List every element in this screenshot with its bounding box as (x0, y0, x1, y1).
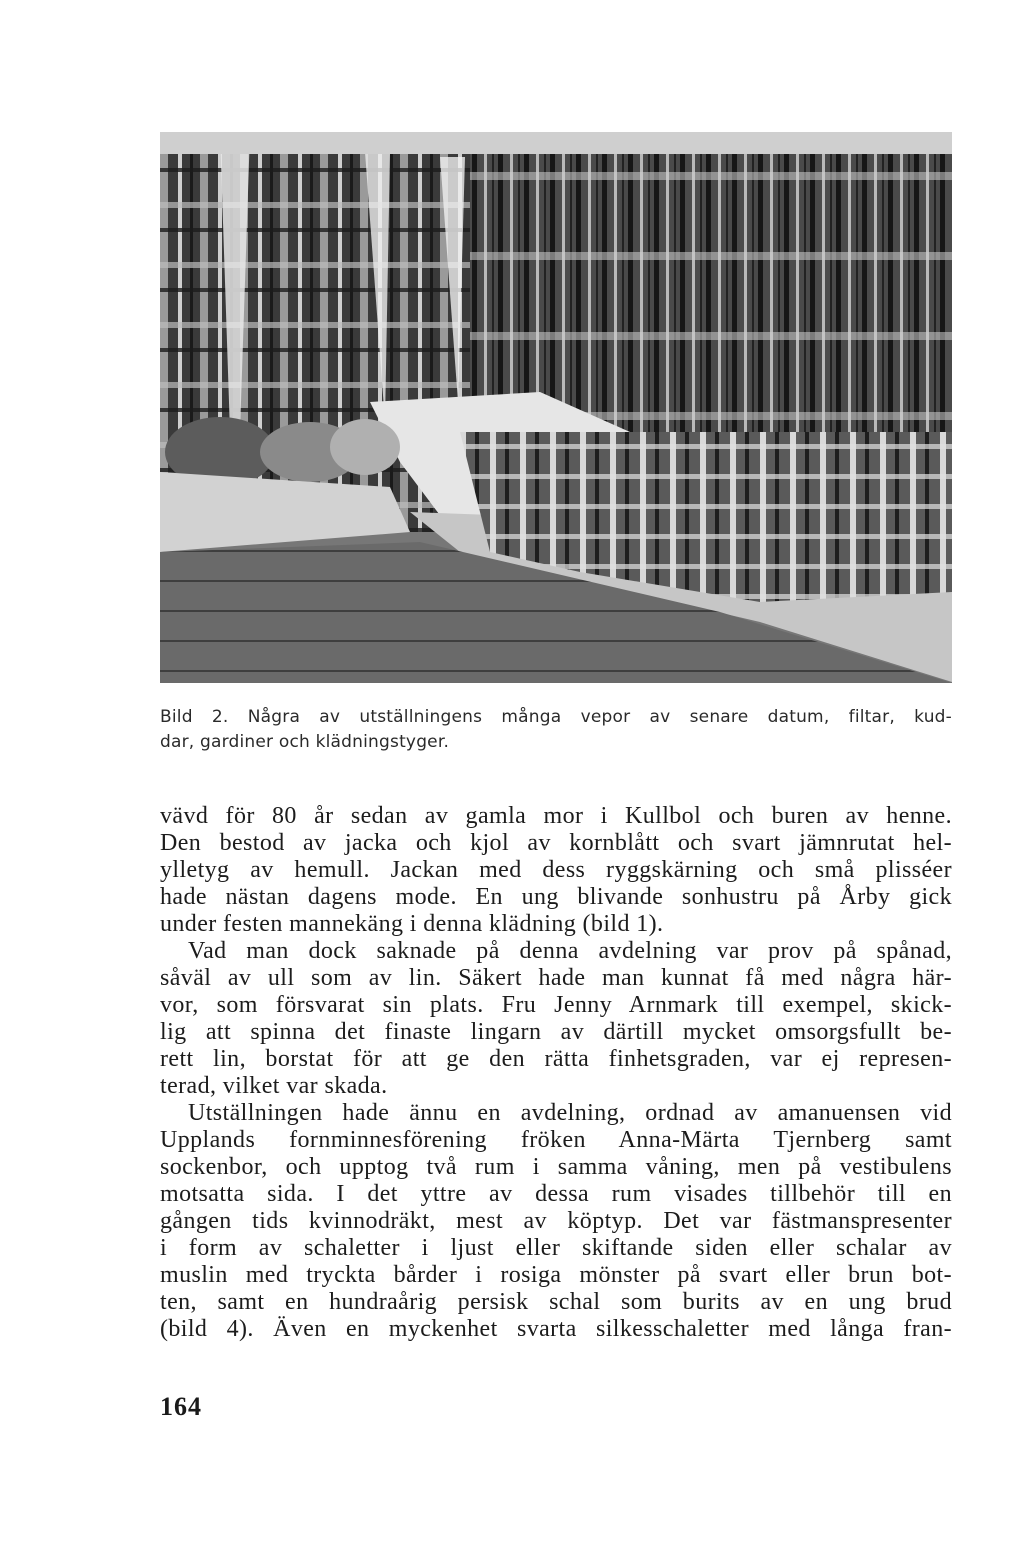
paragraph (160, 1100, 952, 1343)
text-line: såväl av ull som av lin. Säkert hade man kunnat få med några här- (160, 965, 952, 991)
paragraph (160, 803, 952, 938)
text-line: lig att spinna det finaste lingarn av därtill mycket omsorgsfullt be- (160, 1019, 952, 1045)
text-line: Upplands fornminnesförening fröken Anna-Märta Tjernberg samt (160, 1127, 952, 1153)
text-line: i form av schaletter i ljust eller skiftande siden eller schalar av (160, 1235, 952, 1261)
text-line: hade nästan dagens mode. En ung blivande sonhustru på Årby gick (160, 884, 952, 910)
body-text (160, 803, 952, 1343)
photo-illustration (160, 132, 952, 683)
exhibition-photo (160, 132, 952, 683)
photo-caption (160, 705, 952, 755)
text-line: vor, som försvarat sin plats. Fru Jenny Arnmark till exempel, skick- (160, 992, 952, 1018)
text-line: sockenbor, och upptog två rum i samma våning, men på vestibulens (160, 1154, 952, 1180)
caption-line: Bild 2. Några av utställningens många vepor av senare datum, filtar, kud- (160, 707, 952, 727)
paragraph (160, 938, 952, 1100)
text-line: Vad man dock saknade på denna avdelning var prov på spånad, (188, 938, 952, 964)
text-line: (bild 4). Även en myckenhet svarta silkesschaletter med långa fran- (160, 1316, 952, 1342)
text-line: motsatta sida. I det yttre av dessa rum visades tillbehör till en (160, 1181, 952, 1207)
text-line: terad, vilket var skada. (160, 1073, 388, 1099)
text-line: ten, samt en hundraårig persisk schal som burits av en ung brud (160, 1289, 952, 1315)
text-line: ylletyg av hemull. Jackan med dess ryggskärning och små plisséer (160, 857, 952, 883)
text-line: Utställningen hade ännu en avdelning, ordnad av amanuensen vid (188, 1100, 952, 1126)
caption-line: dar, gardiner och klädningstyger. (160, 732, 450, 752)
text-line: Den bestod av jacka och kjol av kornblått och svart jämnrutat hel- (160, 830, 952, 856)
text-line: gången tids kvinnodräkt, mest av köptyp. Det var fästmanspresenter (160, 1208, 952, 1234)
text-line: rett lin, borstat för att ge den rätta finhetsgraden, var ej represen- (160, 1046, 952, 1072)
page-number: 164 (160, 1392, 202, 1421)
text-line: vävd för 80 år sedan av gamla mor i Kullbol och buren av henne. (160, 803, 952, 829)
text-line: under festen mannekäng i denna klädning (bild 1). (160, 911, 664, 937)
text-line: muslin med tryckta bårder i rosiga mönster på svart eller brun bot- (160, 1262, 952, 1288)
